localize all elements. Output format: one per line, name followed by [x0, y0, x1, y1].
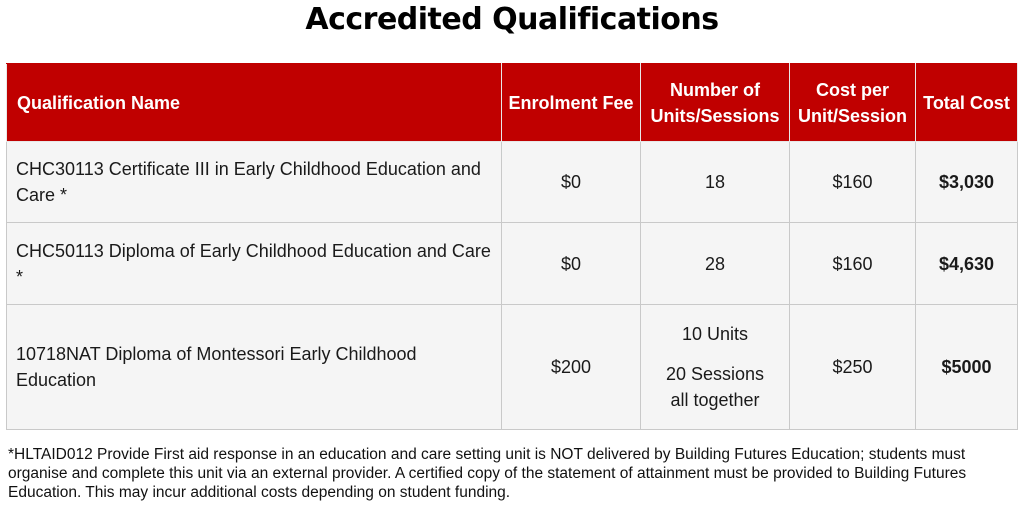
table-row — [7, 223, 1018, 305]
units-line: 10 Units — [681, 324, 749, 344]
sessions-note-line: all together — [670, 390, 760, 410]
table-header-row — [7, 64, 1018, 142]
table-row — [7, 142, 1018, 223]
enrolment-fee-cell: $0 — [502, 142, 641, 223]
units-cell: 18 — [641, 142, 790, 223]
qualification-name-cell: CHC50113 Diploma of Early Childhood Education and Care * — [7, 223, 502, 305]
cost-per-unit-cell: $160 — [790, 223, 916, 305]
footnote: *HLTAID012 Provide First aid response in an education and care setting unit is NOT delivered by Building Futures Education; students must organise and complete this unit via an external provider. A certified copy of the statement of attainment must be provided to Building Futures Education. This may incur additional costs depending on student funding. — [8, 446, 967, 501]
enrolment-fee-cell: $200 — [502, 305, 641, 430]
total-cost-cell: $3,030 — [916, 142, 1018, 223]
qualifications-table — [6, 63, 1018, 430]
total-cost-cell: $5000 — [916, 305, 1018, 430]
header-qualification-name: Qualification Name — [7, 64, 502, 142]
qualification-name-cell: CHC30113 Certificate III in Early Childhood Education and Care * — [7, 142, 502, 223]
units-cell — [641, 305, 790, 430]
header-cost-per-unit: Cost per Unit/Session — [790, 64, 916, 142]
units-cell: 28 — [641, 223, 790, 305]
cost-per-unit-cell: $160 — [790, 142, 916, 223]
header-enrolment-fee: Enrolment Fee — [502, 64, 641, 142]
header-units-sessions: Number of Units/Sessions — [641, 64, 790, 142]
cost-per-unit-cell: $250 — [790, 305, 916, 430]
enrolment-fee-cell: $0 — [502, 223, 641, 305]
units-spacer — [647, 347, 783, 361]
table-row — [7, 305, 1018, 430]
total-cost-cell: $4,630 — [916, 223, 1018, 305]
sessions-line: 20 Sessions — [665, 364, 765, 384]
header-total-cost: Total Cost — [916, 64, 1018, 142]
page-title: Accredited Qualifications — [305, 2, 719, 37]
qualification-name-cell: 10718NAT Diploma of Montessori Early Childhood Education — [7, 305, 502, 430]
